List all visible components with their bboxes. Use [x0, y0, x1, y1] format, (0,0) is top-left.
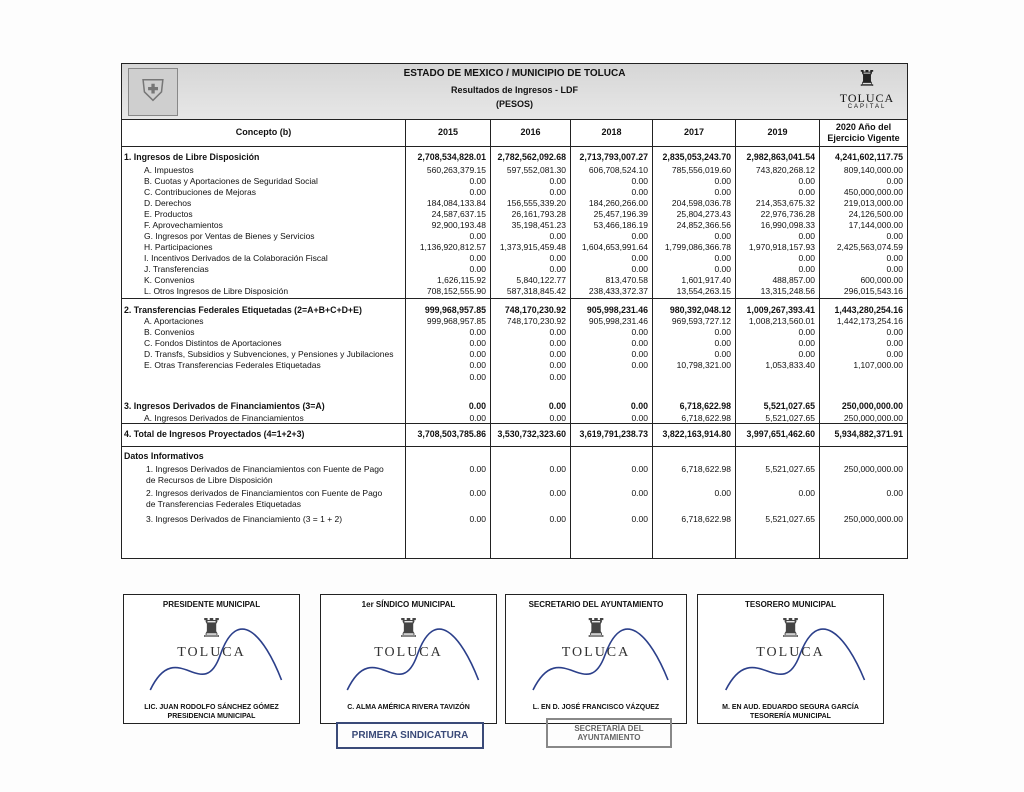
- seal-text: TOLUCA: [756, 645, 825, 660]
- row-value: 980,392,048.12: [669, 305, 731, 315]
- row-value: 92,900,193.48: [431, 220, 486, 230]
- row-label: L. Otros Ingresos de Libre Disposición: [144, 286, 289, 296]
- row-value: 5,934,882,371.91: [834, 429, 903, 439]
- row-value: 24,852,366.56: [676, 220, 731, 230]
- row-value: 0.00: [469, 253, 486, 263]
- state-crest-icon: ⛨: [128, 68, 178, 116]
- row-value: 0.00: [631, 464, 648, 474]
- section-divider: [122, 446, 907, 447]
- row-value: 0.00: [549, 327, 566, 337]
- row-value: 708,152,555.90: [426, 286, 486, 296]
- row-value: 1,626,115.92: [437, 275, 486, 285]
- row-value: 597,552,081.30: [506, 165, 566, 175]
- row-value: 0.00: [549, 488, 566, 498]
- row-value: 0.00: [469, 372, 486, 382]
- row-value: 488,857.00: [772, 275, 815, 285]
- row-value: 0.00: [798, 264, 815, 274]
- row-value: 0.00: [798, 338, 815, 348]
- row-label: 3. Ingresos Derivados de Financiamiento (3 = 1 + 2): [146, 514, 343, 524]
- row-value: 250,000,000.00: [843, 413, 903, 423]
- municipal-seal-icon: ♜: [584, 613, 608, 643]
- row-value: 0.00: [469, 349, 486, 359]
- handwritten-signature-icon: [124, 595, 299, 723]
- column-header: 2015: [405, 119, 490, 146]
- row-value: 0.00: [469, 488, 486, 498]
- section-divider: [122, 298, 907, 299]
- row-label: D. Transfs, Subsidios y Subvenciones, y Pensiones y Jubilaciones: [144, 349, 394, 359]
- row-value: 250,000,000.00: [841, 401, 903, 411]
- row-value: 969,593,727.12: [671, 316, 731, 326]
- report-units: (PESOS): [495, 99, 533, 109]
- row-value: 0.00: [714, 349, 731, 359]
- signatory-name: LIC. JUAN RODOLFO SÁNCHEZ GÓMEZ: [144, 704, 279, 711]
- report-title: ESTADO DE MEXICO / MUNICIPIO DE TOLUCA: [403, 68, 626, 79]
- signature-box: [320, 594, 497, 724]
- row-value: 0.00: [631, 514, 648, 524]
- row-label-continued: de Transferencias Federales Etiquetadas: [146, 499, 301, 509]
- row-value: 296,015,543.16: [843, 286, 903, 296]
- row-value: 905,998,231.46: [586, 305, 648, 315]
- row-value: 5,521,027.65: [763, 401, 815, 411]
- row-value: 5,521,027.65: [765, 413, 815, 423]
- row-value: 0.00: [798, 176, 815, 186]
- row-label: 1. Ingresos Derivados de Financiamientos con Fuente de Pago: [146, 464, 384, 474]
- row-value: 0.00: [886, 176, 903, 186]
- row-value: 6,718,622.98: [681, 514, 731, 524]
- row-value: 1,970,918,157.93: [748, 242, 815, 252]
- row-value: 2,425,563,074.59: [836, 242, 903, 252]
- row-value: 0.00: [549, 360, 566, 370]
- row-value: 184,260,266.00: [588, 198, 648, 208]
- row-value: 0.00: [714, 488, 731, 498]
- row-value: 0.00: [798, 349, 815, 359]
- row-value: 4,241,602,117.75: [835, 152, 903, 162]
- row-value: 0.00: [631, 488, 648, 498]
- row-value: 3,822,163,914.80: [662, 429, 731, 439]
- row-value: 600,000.00: [860, 275, 903, 285]
- toluca-logo: ♜ TOLUCA CAPITAL: [837, 66, 897, 116]
- row-value: 450,000,000.00: [843, 187, 903, 197]
- row-value: 22,976,736.28: [760, 209, 815, 219]
- row-value: 214,353,675.32: [755, 198, 815, 208]
- row-value: 0.00: [631, 264, 648, 274]
- row-label: 3. Ingresos Derivados de Financiamientos (3=A): [124, 401, 325, 411]
- row-value: 0.00: [549, 231, 566, 241]
- row-value: 0.00: [631, 253, 648, 263]
- row-value: 606,708,524.10: [588, 165, 648, 175]
- column-header: 2017: [652, 119, 735, 146]
- row-value: 785,556,019.60: [671, 165, 731, 175]
- section-divider: [122, 423, 907, 424]
- row-value: 238,433,372.37: [588, 286, 648, 296]
- row-value: 0.00: [886, 488, 903, 498]
- row-value: 0.00: [631, 187, 648, 197]
- row-value: 0.00: [630, 401, 648, 411]
- seal-text: TOLUCA: [374, 645, 443, 660]
- row-value: 13,554,263.15: [676, 286, 731, 296]
- row-value: 0.00: [886, 338, 903, 348]
- row-value: 1,799,086,366.78: [664, 242, 731, 252]
- municipal-seal-icon: ♜: [199, 613, 224, 643]
- seal-text: TOLUCA: [177, 645, 246, 660]
- row-value: 0.00: [469, 176, 486, 186]
- row-value: 0.00: [631, 327, 648, 337]
- row-value: 0.00: [631, 413, 648, 423]
- income-report-table: [121, 63, 908, 559]
- row-value: 748,170,230.92: [506, 316, 566, 326]
- row-value: 0.00: [469, 360, 486, 370]
- row-value: 0.00: [631, 360, 648, 370]
- row-value: 184,084,133.84: [426, 198, 486, 208]
- row-value: 809,140,000.00: [843, 165, 903, 175]
- column-header: 2016: [490, 119, 570, 146]
- row-label-continued: de Recursos de Libre Disposición: [146, 475, 273, 485]
- column-header: 2018: [570, 119, 652, 146]
- row-value: 6,718,622.98: [679, 401, 731, 411]
- row-value: 587,318,845.42: [506, 286, 566, 296]
- row-value: 2,708,534,828.01: [417, 152, 486, 162]
- row-label: C. Fondos Distintos de Aportaciones: [144, 338, 282, 348]
- row-label: A. Impuestos: [144, 165, 194, 175]
- row-value: 0.00: [631, 349, 648, 359]
- column-headers: [122, 119, 907, 147]
- row-value: 0.00: [886, 253, 903, 263]
- row-label: K. Convenios: [144, 275, 195, 285]
- row-value: 748,170,230.92: [504, 305, 566, 315]
- row-value: 0.00: [469, 338, 486, 348]
- row-label: B. Convenios: [144, 327, 195, 337]
- row-value: 0.00: [886, 349, 903, 359]
- row-label: 2. Ingresos derivados de Financiamientos con Fuente de Pago: [146, 488, 383, 498]
- row-value: 5,521,027.65: [765, 464, 815, 474]
- row-value: 0.00: [798, 488, 815, 498]
- signatory-name: C. ALMA AMÉRICA RIVERA TAVIZÓN: [347, 704, 470, 711]
- column-header: Concepto (b): [235, 127, 292, 137]
- row-value: 0.00: [549, 413, 566, 423]
- row-value: 0.00: [631, 176, 648, 186]
- row-label: J. Transferencias: [144, 264, 209, 274]
- handwritten-signature-icon: [321, 595, 496, 723]
- row-value: 3,530,732,323.60: [497, 429, 566, 439]
- row-value: 0.00: [549, 264, 566, 274]
- row-value: 3,997,651,462.60: [746, 429, 815, 439]
- row-value: 0.00: [549, 338, 566, 348]
- row-value: 1,008,213,560.01: [748, 316, 815, 326]
- row-value: 1,601,917.40: [681, 275, 731, 285]
- row-value: 219,013,000.00: [843, 198, 903, 208]
- row-value: 1,107,000.00: [853, 360, 903, 370]
- row-value: 560,263,379.15: [426, 165, 486, 175]
- row-value: 0.00: [714, 176, 731, 186]
- row-label: I. Incentivos Derivados de la Colaboración Fiscal: [144, 253, 328, 263]
- row-value: 0.00: [798, 253, 815, 263]
- row-value: 0.00: [714, 187, 731, 197]
- row-value: 0.00: [798, 231, 815, 241]
- row-value: 26,161,793.28: [511, 209, 566, 219]
- row-value: 743,820,268.12: [755, 165, 815, 175]
- row-value: 2,713,793,007.27: [579, 152, 648, 162]
- row-label: A. Ingresos Derivados de Financiamientos: [144, 413, 304, 423]
- row-value: 250,000,000.00: [843, 514, 903, 524]
- row-value: 0.00: [631, 338, 648, 348]
- row-label: D. Derechos: [144, 198, 192, 208]
- signature-title: PRESIDENTE MUNICIPAL: [162, 600, 261, 609]
- row-value: 1,053,833.40: [765, 360, 815, 370]
- row-value: 813,470.58: [605, 275, 648, 285]
- row-value: 0.00: [886, 327, 903, 337]
- row-value: 0.00: [798, 327, 815, 337]
- row-value: 3,708,503,785.86: [417, 429, 486, 439]
- official-stamp: SECRETARÍA DEL AYUNTAMIENTO: [546, 718, 672, 748]
- row-value: 0.00: [714, 327, 731, 337]
- report-header: [122, 64, 907, 120]
- row-value: 35,198,451.23: [511, 220, 566, 230]
- row-label: F. Aprovechamientos: [144, 220, 223, 230]
- row-value: 0.00: [469, 264, 486, 274]
- signature-box: [697, 594, 884, 724]
- row-label: H. Participaciones: [144, 242, 213, 252]
- row-value: 0.00: [714, 253, 731, 263]
- row-value: 24,126,500.00: [848, 209, 903, 219]
- row-value: 1,443,280,254.16: [834, 305, 903, 315]
- seal-text: TOLUCA: [561, 645, 631, 660]
- row-value: 2,835,053,243.70: [662, 152, 731, 162]
- row-value: 1,373,915,459.48: [499, 242, 566, 252]
- row-value: 0.00: [549, 349, 566, 359]
- row-value: 250,000,000.00: [843, 464, 903, 474]
- official-stamp: PRIMERA SINDICATURA: [336, 722, 484, 749]
- row-value: 13,315,248.56: [760, 286, 815, 296]
- row-value: 0.00: [469, 413, 486, 423]
- signature-title: SECRETARIO DEL AYUNTAMIENTO: [528, 600, 664, 609]
- handwritten-signature-icon: [698, 595, 883, 723]
- row-value: 0.00: [468, 401, 486, 411]
- row-label: G. Ingresos por Ventas de Bienes y Servicios: [144, 231, 315, 241]
- row-value: 999,968,957.85: [424, 305, 486, 315]
- row-value: 25,804,273.43: [676, 209, 731, 219]
- signatory-role: PRESIDENCIA MUNICIPAL: [167, 713, 256, 720]
- column-header: 2020 Año del Ejercicio Vigente: [819, 119, 907, 146]
- row-value: 204,598,036.78: [671, 198, 731, 208]
- row-value: 1,442,173,254.16: [836, 316, 903, 326]
- row-value: 25,457,196.39: [593, 209, 648, 219]
- row-value: 0.00: [469, 464, 486, 474]
- row-value: 905,998,231.46: [588, 316, 648, 326]
- row-value: 24,587,637.15: [431, 209, 486, 219]
- row-label: 4. Total de Ingresos Proyectados (4=1+2+3): [124, 429, 305, 439]
- toluca-crest-icon: ♜: [857, 66, 877, 91]
- municipal-seal-icon: ♜: [778, 613, 803, 643]
- municipal-seal-icon: ♜: [396, 613, 421, 643]
- row-value: 0.00: [469, 231, 486, 241]
- row-value: 0.00: [549, 514, 566, 524]
- row-label: 1. Ingresos de Libre Disposición: [124, 152, 260, 162]
- signature-box: [505, 594, 687, 724]
- signature-box: [123, 594, 300, 724]
- row-value: 10,798,321.00: [676, 360, 731, 370]
- row-value: 5,521,027.65: [765, 514, 815, 524]
- column-header: 2019: [735, 119, 819, 146]
- row-label: E. Productos: [144, 209, 193, 219]
- row-value: 0.00: [549, 253, 566, 263]
- row-value: 53,466,186.19: [593, 220, 648, 230]
- row-label: B. Cuotas y Aportaciones de Seguridad Social: [144, 176, 318, 186]
- signature-title: 1er SÍNDICO MUNICIPAL: [361, 600, 456, 609]
- row-value: 0.00: [549, 372, 566, 382]
- row-value: 0.00: [631, 231, 648, 241]
- row-label: Datos Informativos: [124, 451, 204, 461]
- row-value: 1,009,267,393.41: [746, 305, 815, 315]
- row-label: A. Aportaciones: [144, 316, 204, 326]
- row-value: 0.00: [469, 327, 486, 337]
- row-value: 0.00: [886, 264, 903, 274]
- row-value: 999,968,957.85: [426, 316, 486, 326]
- row-label: E. Otras Transferencias Federales Etiquetadas: [144, 360, 321, 370]
- row-label: 2. Transferencias Federales Etiquetadas (2=A+B+C+D+E): [124, 305, 362, 315]
- row-value: 1,604,653,991.64: [581, 242, 648, 252]
- row-value: 0.00: [714, 231, 731, 241]
- row-value: 0.00: [469, 514, 486, 524]
- row-value: 5,840,122.77: [516, 275, 566, 285]
- row-value: 2,982,863,041.54: [746, 152, 815, 162]
- row-value: 16,990,098.33: [760, 220, 815, 230]
- row-value: 0.00: [549, 176, 566, 186]
- row-value: 0.00: [886, 231, 903, 241]
- signatory-name: L. EN D. JOSÉ FRANCISCO VÁZQUEZ: [532, 704, 660, 711]
- signature-title: TESORERO MUNICIPAL: [745, 600, 836, 609]
- signatory-name: M. EN AUD. EDUARDO SEGURA GARCÍA: [722, 704, 859, 711]
- row-value: 0.00: [798, 187, 815, 197]
- row-value: 0.00: [469, 187, 486, 197]
- row-value: 2,782,562,092.68: [497, 152, 566, 162]
- row-value: 17,144,000.00: [848, 220, 903, 230]
- row-value: 3,619,791,238.73: [579, 429, 648, 439]
- row-label: C. Contribuciones de Mejoras: [144, 187, 256, 197]
- row-value: 6,718,622.98: [681, 464, 731, 474]
- signatory-role: TESORERÍA MUNICIPAL: [750, 713, 831, 720]
- row-value: 0.00: [714, 264, 731, 274]
- row-value: 156,555,339.20: [506, 198, 566, 208]
- row-value: 6,718,622.98: [681, 413, 731, 423]
- row-value: 0.00: [548, 401, 566, 411]
- row-value: 0.00: [549, 187, 566, 197]
- row-value: 0.00: [549, 464, 566, 474]
- handwritten-signature-icon: [506, 595, 686, 723]
- row-value: 0.00: [714, 338, 731, 348]
- report-subtitle: Resultados de Ingresos - LDF: [450, 85, 579, 95]
- row-value: 1,136,920,812.57: [419, 242, 486, 252]
